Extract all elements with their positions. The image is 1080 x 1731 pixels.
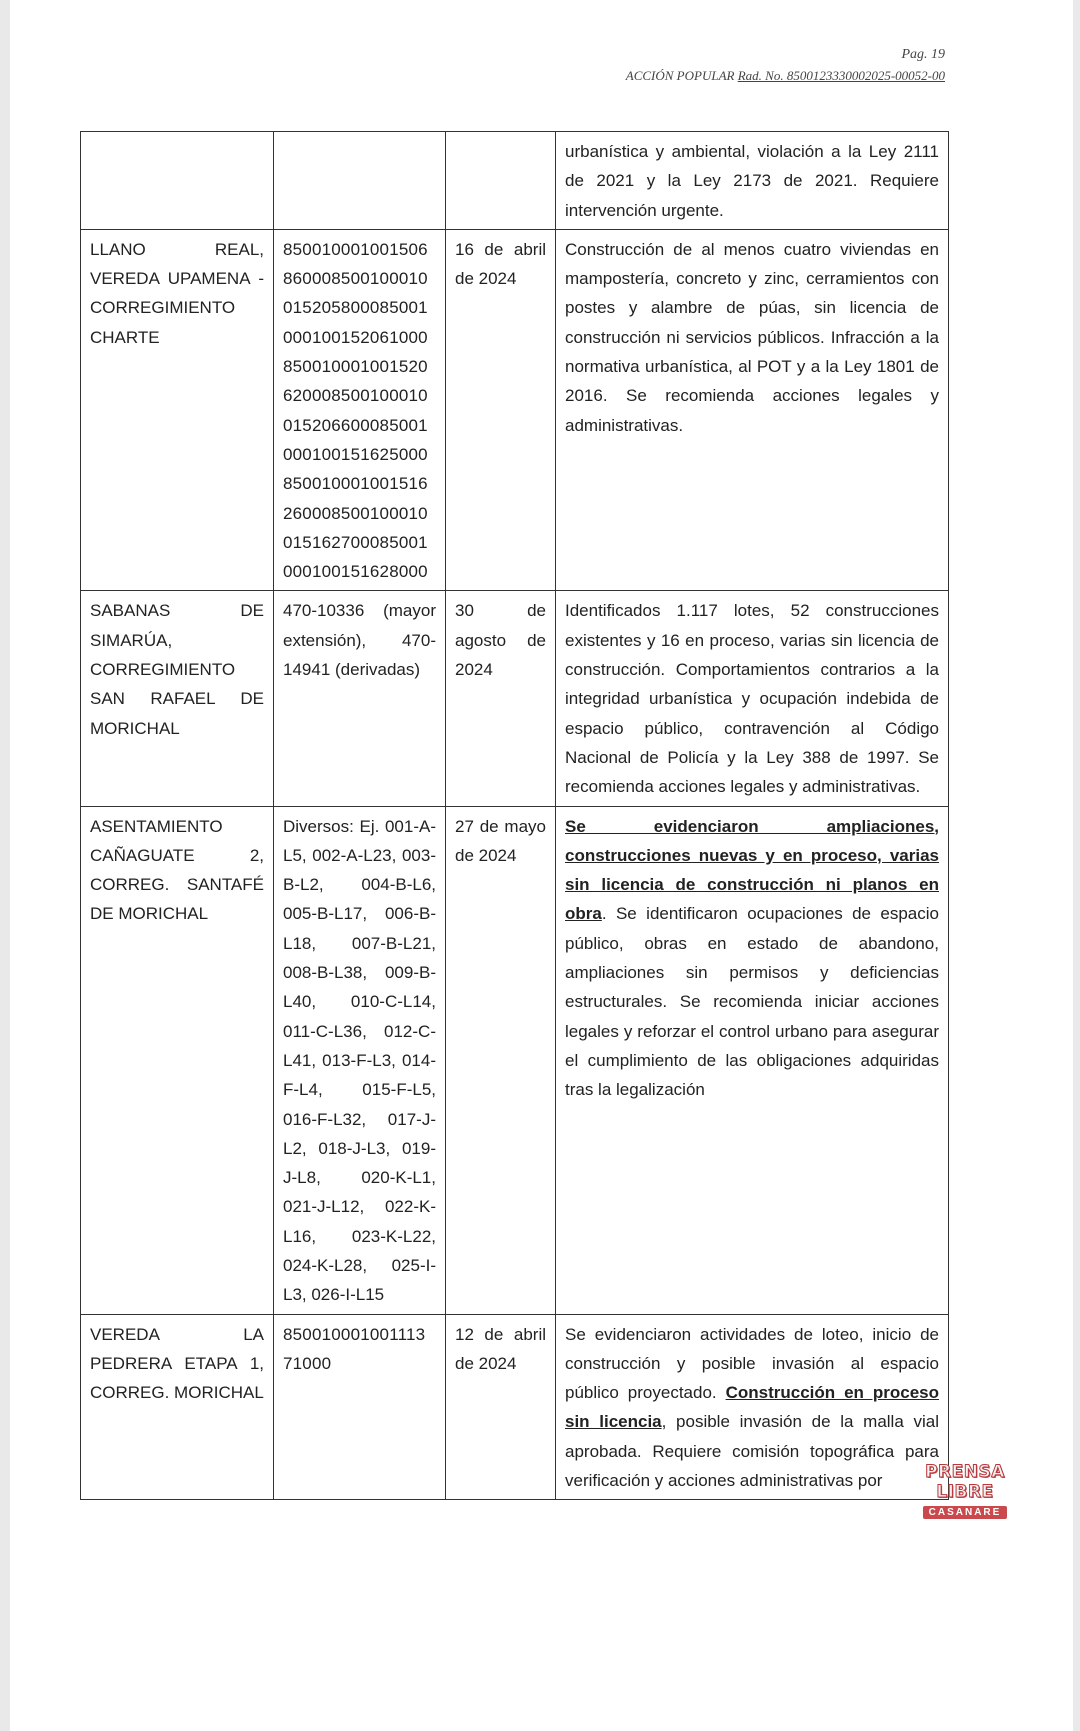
description-cell: Identificados 1.117 lotes, 52 construcciones existentes y 16 en proceso, varias sin licencia de construcción. Comportamientos contrarios a la integridad urbanística y ocupación indebida de espacio público, contravención al Código Nacional de Policía y la Ley 388 de 1997. Se recomienda acciones legales y administrativas. [556, 591, 949, 806]
place-cell: ASENTAMIENTO CAÑAGUATE 2, CORREG. SANTAFÉ DE MORICHAL [81, 806, 274, 1314]
date-cell: 12 de abril de 2024 [446, 1314, 556, 1500]
description-cell: Construcción de al menos cuatro viviendas en mampostería, concreto y zinc, cerramientos con postes y alambre de púas, sin licencia de construcción ni servicios públicos. Infracción a la normativa urbanística, al POT y a la Ley 1801 de 2016. Se recomienda acciones legales y administrativas. [556, 229, 949, 591]
code-line: 000100151625000 [283, 444, 428, 464]
code-line: 850010001001113 [283, 1324, 426, 1344]
code-line: 620008500100010 [283, 386, 428, 406]
code-line: 000100152061000 [283, 327, 428, 347]
description-cell [556, 806, 949, 1314]
watermark-title: PRENSA LIBRE [925, 1462, 1005, 1502]
description-text: , posible invasión de la malla vial aprobada. Requiere comisión topográfica para verificación y acciones administrativas por [565, 1412, 939, 1491]
code-line: 260008500100010 [283, 503, 428, 523]
code-line: 015162700085001 [283, 532, 428, 552]
code-line: 000100151628000 [283, 562, 428, 582]
description-text: Se evidenciaron actividades de loteo, inicio de construcción y posible invasión al espacio público proyectado. [565, 1324, 939, 1403]
date-cell [446, 132, 556, 230]
codes-cell: Diversos: Ej. 001-A-L5, 002-A-L23, 003-B-L2, 004-B-L6, 005-B-L17, 006-B-L18, 007-B-L21, 008-B-L38, 009-B-L40, 010-C-L14, 011-C-L36, 012-C-L41, 013-F-L3, 014-F-L4, 015-F-L5, 016-F-L32, 017-J-L2, 018-J-L3, 019-J-L8, 020-K-L1, 021-J-L12, 022-K-L16, 023-K-L22, 024-K-L28, 025-I-L3, 026-I-L15 [274, 806, 446, 1314]
case-radicado: Rad. No. 8500123330002025-00052-00 [737, 68, 945, 83]
highlighted-finding: Se evidenciaron ampliaciones, construcciones nuevas y en proceso, varias sin licencia de construcción ni planos en obra [565, 816, 939, 924]
code-line: 71000 [283, 1353, 332, 1373]
codes-cell [274, 1314, 446, 1500]
code-line: 015205800085001 [283, 298, 428, 318]
place-cell: VEREDA LA PEDRERA ETAPA 1, CORREG. MORICHAL [81, 1314, 274, 1500]
table-row [81, 591, 949, 806]
date-cell: 30 de agosto de 2024 [446, 591, 556, 806]
prensa-libre-watermark-logo [906, 1462, 1024, 1520]
table-row [81, 132, 949, 230]
case-reference [626, 68, 945, 84]
table-row [81, 806, 949, 1314]
code-line: 850010001001506 [283, 239, 428, 259]
codes-cell [274, 132, 446, 230]
code-line: 850010001001520 [283, 357, 428, 377]
date-cell: 16 de abril de 2024 [446, 229, 556, 591]
inspection-table [80, 131, 949, 1500]
watermark-subtitle: CASANARE [923, 1506, 1008, 1519]
code-line: 015206600085001 [283, 415, 428, 435]
code-line: 860008500100010 [283, 269, 428, 289]
place-cell: SABANAS DE SIMARÚA, CORREGIMIENTO SAN RAFAEL DE MORICHAL [81, 591, 274, 806]
date-cell: 27 de mayo de 2024 [446, 806, 556, 1314]
place-cell: LLANO REAL, VEREDA UPAMENA - CORREGIMIENTO CHARTE [81, 229, 274, 591]
case-type: ACCIÓN POPULAR [625, 68, 738, 83]
place-cell [81, 132, 274, 230]
description-text: . Se identificaron ocupaciones de espacio público, obras en estado de abandono, ampliaciones sin permisos y deficiencias estructurales. Se recomienda iniciar acciones legales y reforzar el control urbano para asegurar el cumplimiento de las obligaciones adquiridas tras la legalización [565, 904, 939, 1100]
codes-cell [274, 229, 446, 591]
page-number: Pag. 19 [901, 47, 945, 62]
table-row [81, 229, 949, 591]
table-row [81, 1314, 949, 1500]
description-cell: urbanística y ambiental, violación a la Ley 2111 de 2021 y la Ley 2173 de 2021. Requiere intervención urgente. [556, 132, 949, 230]
description-cell [556, 1314, 949, 1500]
codes-cell: 470-10336 (mayor extensión), 470-14941 (derivadas) [274, 591, 446, 806]
highlighted-finding: Construcción en proceso sin licencia [565, 1383, 940, 1432]
code-line: 850010001001516 [283, 474, 428, 494]
